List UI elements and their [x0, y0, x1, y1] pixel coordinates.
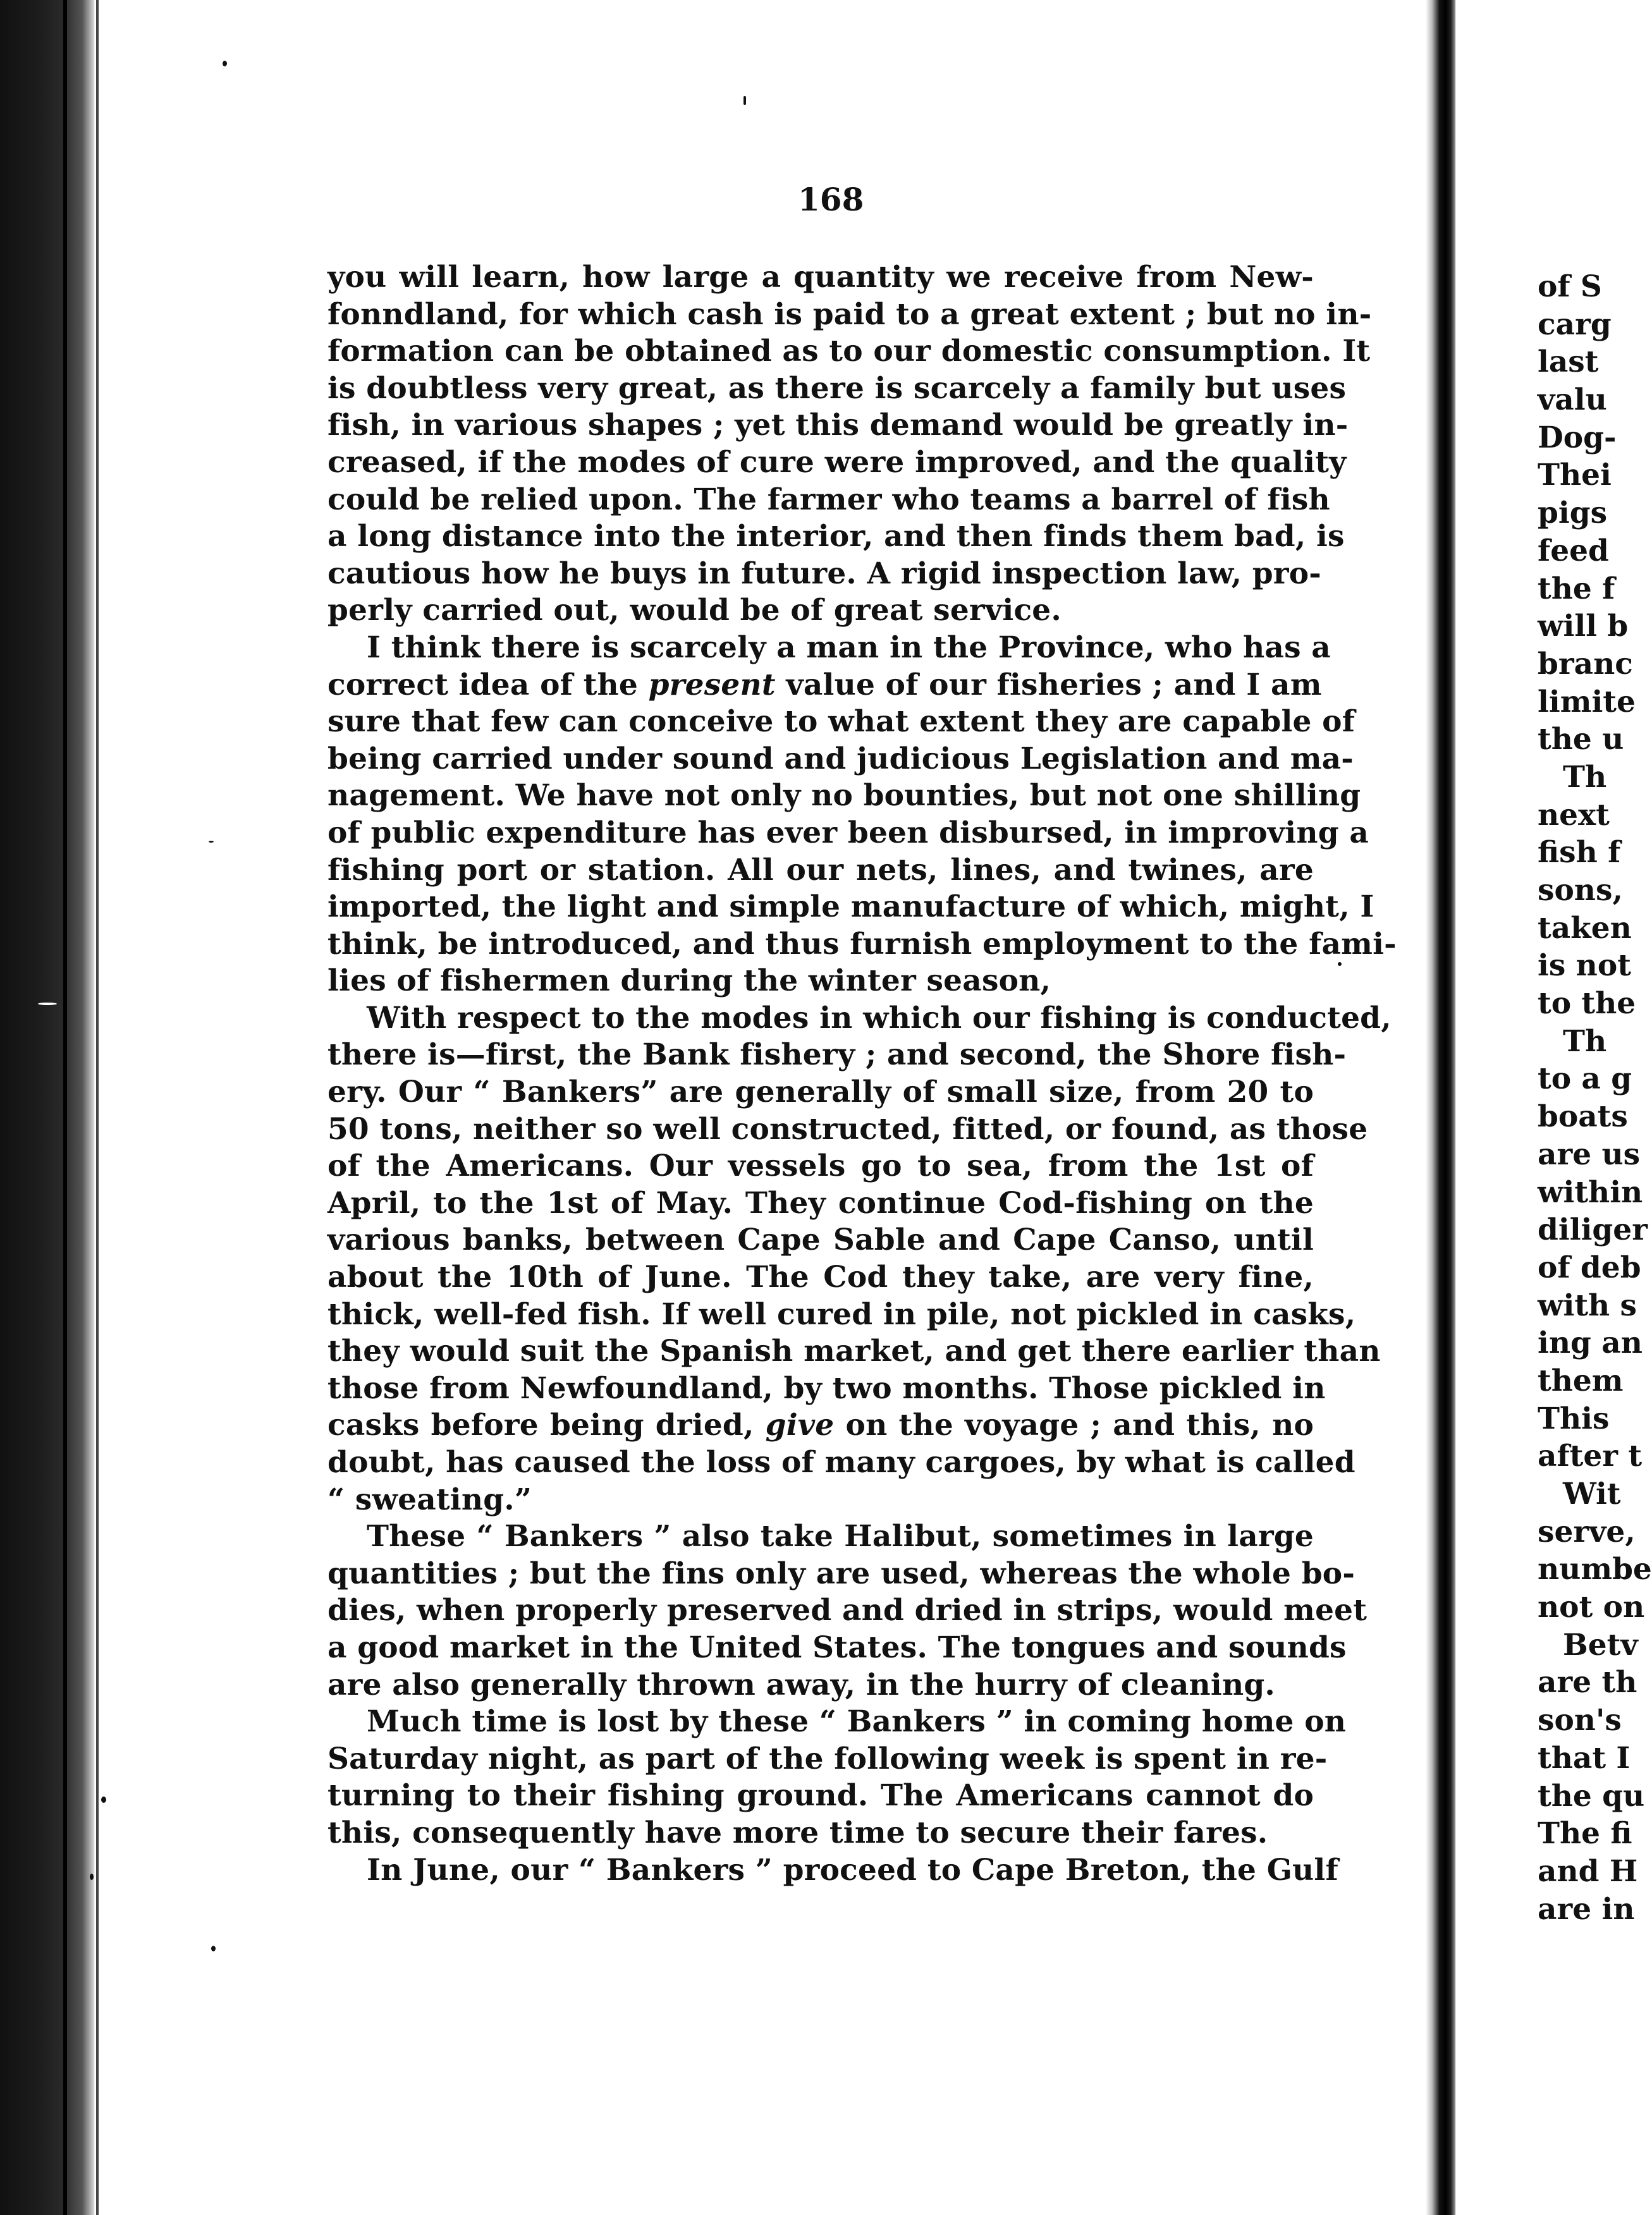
text-line-content: Saturday night, as part of the following week is spent in re-	[327, 1741, 1328, 1776]
text-line	[327, 482, 1330, 519]
text-line-content: a good market in the United States. The tongues and sounds	[327, 1630, 1347, 1665]
right-page-line: Thei	[1538, 458, 1612, 493]
scan-speck	[101, 1797, 106, 1803]
text-line	[327, 1222, 1314, 1259]
right-page-line: will b	[1538, 609, 1629, 644]
right-page-line: valu	[1538, 382, 1607, 418]
text-line	[327, 592, 1314, 630]
right-page-line: ing an	[1538, 1326, 1643, 1361]
text-line	[327, 1518, 1314, 1556]
text-line-content: formation can be obtained as to our domestic consumption. It	[327, 334, 1371, 369]
text-line-content: imported, the light and simple manufacture of which, might, I	[327, 889, 1374, 925]
text-line	[327, 1630, 1347, 1667]
text-line	[327, 630, 1331, 667]
text-line-content: creased, if the modes of cure were improved, and the quality	[327, 444, 1347, 480]
right-page-fragment	[1465, 253, 1652, 1960]
text-line	[327, 296, 1372, 334]
page-number: 168	[798, 181, 864, 218]
text-line-content: you will learn, how large a quantity we receive from New-	[327, 260, 1314, 295]
right-page-line: next	[1538, 797, 1610, 833]
right-page-line: limite	[1538, 684, 1636, 719]
right-page-line: to a g	[1538, 1061, 1632, 1097]
text-line-content: Much time is lost by these “ Bankers ” in coming home on	[367, 1704, 1347, 1740]
scan-speck	[38, 1003, 57, 1005]
text-line-content: These “ Bankers ” also take Halibut, sometimes in large	[367, 1519, 1314, 1554]
text-line-continuation: value of our fisheries ; and I am	[775, 667, 1322, 702]
text-line	[327, 741, 1354, 778]
text-line-content: “ sweating.”	[327, 1482, 532, 1517]
page-left-edge	[96, 0, 99, 2215]
text-line-content: being carried under sound and judicious Legislation and ma-	[327, 741, 1354, 776]
right-page-line: branc	[1538, 646, 1633, 681]
italic-word: give	[765, 1408, 835, 1443]
left-binding-edge	[0, 0, 95, 2215]
text-line	[327, 1444, 1355, 1482]
right-page-line: them	[1538, 1363, 1624, 1398]
text-line	[327, 407, 1349, 444]
text-line-content: they would suit the Spanish market, and get there earlier than	[327, 1334, 1381, 1369]
text-line	[327, 1667, 1314, 1704]
text-line	[327, 926, 1397, 963]
right-page-line: pigs	[1538, 496, 1608, 531]
text-line	[327, 1333, 1381, 1370]
right-page-line: sons,	[1538, 873, 1623, 908]
text-line	[327, 778, 1361, 815]
text-line	[327, 1148, 1314, 1185]
text-line	[327, 259, 1314, 296]
right-page-line: serve,	[1538, 1514, 1636, 1549]
text-line-content: With respect to the modes in which our fishing is conducted,	[367, 1000, 1392, 1035]
text-line	[327, 518, 1345, 556]
text-line-content: this, consequently have more time to secure their fares.	[327, 1815, 1268, 1850]
text-line	[327, 556, 1321, 593]
text-line-content: a long distance into the interior, and then finds them bad, is	[327, 519, 1345, 554]
right-page-line: are in	[1538, 1891, 1635, 1927]
text-line	[327, 1778, 1314, 1815]
text-line-content: nagement. We have not only no bounties, but not one shilling	[327, 778, 1361, 814]
text-line-content: are also generally thrown away, in the hurry of cleaning.	[327, 1667, 1275, 1702]
right-page-line: that I	[1538, 1740, 1631, 1776]
text-line	[327, 1185, 1314, 1223]
right-page-line: This	[1538, 1401, 1610, 1436]
right-page-line: are th	[1538, 1665, 1637, 1700]
text-line	[327, 1556, 1355, 1593]
text-line	[327, 1111, 1368, 1149]
right-page-line: Betv	[1563, 1627, 1638, 1663]
text-line	[327, 1000, 1392, 1037]
right-page-line: not on	[1538, 1590, 1645, 1625]
text-line-content: fish, in various shapes ; yet this demand would be greatly in-	[327, 408, 1349, 443]
text-line	[327, 1815, 1314, 1852]
text-line-content: of public expenditure has ever been disbursed, in improving a	[327, 815, 1369, 850]
right-page-line: are us	[1538, 1137, 1641, 1172]
right-page-line: taken	[1538, 910, 1632, 946]
scan-speck	[1338, 962, 1342, 966]
text-line	[327, 1482, 1314, 1519]
text-line-content: fonndland, for which cash is paid to a great extent ; but no in-	[327, 296, 1372, 332]
text-line-content: lies of fishermen during the winter season,	[327, 963, 1051, 999]
text-line-content: I think there is scarcely a man in the Province, who has a	[367, 630, 1331, 665]
right-page-line: last	[1538, 345, 1599, 380]
text-line	[327, 815, 1369, 852]
text-line	[327, 1297, 1356, 1334]
right-page-line: fish f	[1538, 835, 1621, 870]
text-line-content: turning to their fishing ground. The Americans cannot do	[327, 1778, 1314, 1814]
text-line	[327, 1037, 1347, 1074]
text-line-content: April, to the 1st of May. They continue Cod-fishing on the	[327, 1185, 1314, 1221]
text-line	[327, 1592, 1367, 1630]
text-line-content: thick, well-fed fish. If well cured in pile, not pickled in casks,	[327, 1297, 1356, 1332]
text-line-content: casks before being dried,	[327, 1408, 766, 1443]
text-line	[327, 704, 1355, 741]
text-line-content: sure that few can conceive to what extent they are capable of	[327, 704, 1355, 740]
right-page-line: feed	[1538, 533, 1609, 568]
text-line-content: dies, when properly preserved and dried in strips, would meet	[327, 1593, 1367, 1628]
text-line-content: think, be introduced, and thus furnish employment to the fami-	[327, 926, 1397, 961]
text-line	[327, 667, 1322, 704]
right-page-line: is not	[1538, 948, 1631, 984]
text-line	[327, 1370, 1326, 1408]
scan-speck	[211, 1946, 216, 1951]
text-line-content: doubt, has caused the loss of many cargoes, by what is called	[327, 1445, 1355, 1480]
book-gutter	[1426, 0, 1456, 2215]
scan-speck	[223, 61, 227, 66]
text-line	[327, 1074, 1314, 1111]
text-line-content: could be relied upon. The farmer who teams a barrel of fish	[327, 482, 1330, 517]
text-line-content: quantities ; but the fins only are used, whereas the whole bo-	[327, 1556, 1355, 1591]
text-line	[327, 370, 1347, 408]
right-page-line: of S	[1538, 269, 1602, 304]
text-line-continuation: on the voyage ; and this, no	[834, 1408, 1314, 1443]
text-line-content: of the Americans. Our vessels go to sea, from the 1st of	[327, 1149, 1314, 1184]
italic-word: present	[648, 667, 776, 702]
right-page-line: the u	[1538, 722, 1624, 757]
right-page-line: of deb	[1538, 1250, 1641, 1285]
right-page-line: carg	[1538, 307, 1612, 342]
text-line-content: correct idea of the	[327, 667, 649, 702]
right-page-line: numbe	[1538, 1552, 1652, 1587]
text-line	[327, 852, 1314, 889]
scan-speck	[209, 841, 214, 843]
text-line	[327, 1852, 1338, 1889]
right-page-line: within	[1538, 1175, 1643, 1210]
right-page-line: the qu	[1538, 1778, 1645, 1814]
right-page-line: Th	[1563, 1023, 1607, 1059]
right-page-line: son's	[1538, 1703, 1622, 1738]
text-line	[327, 889, 1374, 926]
text-line	[327, 444, 1347, 482]
scan-speck	[743, 96, 746, 105]
text-line	[327, 333, 1371, 370]
right-page-line: to the	[1538, 986, 1636, 1022]
right-page-line: The fi	[1538, 1816, 1632, 1852]
right-page-line: Dog-	[1538, 420, 1617, 455]
binding-shadow-line	[63, 0, 67, 2215]
text-line-content: perly carried out, would be of great service.	[327, 593, 1062, 628]
right-page-line: boats	[1538, 1099, 1628, 1135]
text-line	[327, 1704, 1347, 1741]
text-line-content: various banks, between Cape Sable and Cape Canso, until	[327, 1223, 1314, 1258]
text-line-content: is doubtless very great, as there is scarcely a family but uses	[327, 370, 1347, 406]
right-page-line: with s	[1538, 1288, 1637, 1323]
right-page-line: and H	[1538, 1853, 1638, 1889]
right-page-line: the f	[1538, 571, 1615, 606]
right-page-line: after t	[1538, 1439, 1643, 1474]
text-line-content: ery. Our “ Bankers” are generally of small size, from 20 to	[327, 1075, 1314, 1110]
text-line-content: those from Newfoundland, by two months. Those pickled in	[327, 1370, 1326, 1406]
right-page-lines	[1538, 268, 1652, 1928]
text-line	[327, 1741, 1328, 1778]
text-line	[327, 1407, 1314, 1444]
text-line	[327, 963, 1314, 1000]
right-page-line: diliger	[1538, 1212, 1648, 1248]
scan-speck	[90, 1874, 94, 1880]
text-line-content: there is—first, the Bank fishery ; and second, the Shore fish-	[327, 1037, 1347, 1073]
text-line-content: fishing port or station. All our nets, lines, and twines, are	[327, 852, 1314, 888]
main-page-body	[327, 259, 1397, 1889]
text-line-content: 50 tons, neither so well constructed, fitted, or found, as those	[327, 1111, 1368, 1147]
right-page-line: Wit	[1563, 1477, 1621, 1511]
text-line-content: In June, our “ Bankers ” proceed to Cape Breton, the Gulf	[367, 1852, 1338, 1888]
right-page-line: Th	[1563, 759, 1607, 795]
text-line	[327, 1259, 1314, 1297]
text-line-content: about the 10th of June. The Cod they take, are very fine,	[327, 1260, 1314, 1295]
text-line-content: cautious how he buys in future. A rigid inspection law, pro-	[327, 556, 1321, 591]
